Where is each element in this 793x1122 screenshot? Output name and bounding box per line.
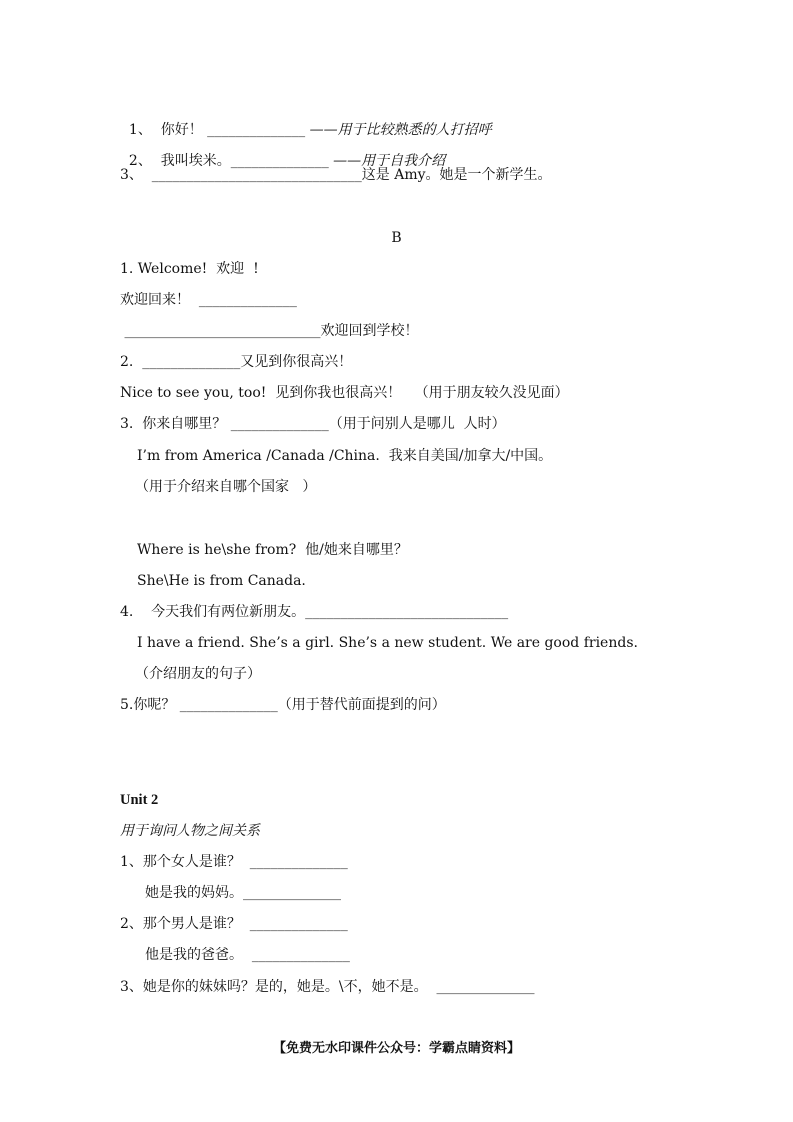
b-line-4: 2. ______________又见到你很高兴！ [120,354,353,370]
a-line-2-text: 2、 我叫埃米。______________ [128,153,334,169]
b-line-13: （介绍朋友的句子） [135,666,261,682]
unit2-line-1: 1、那个女人是谁？ ______________ [120,854,348,870]
b-line-6: 3. 你来自哪里？ ______________（用于问别人是哪儿 人时） [120,416,506,432]
unit2-line-5: 3、她是你的妹妹吗？是的，她是。\不，她不是。 ______________ [120,979,535,995]
unit2-title: Unit 2 [120,792,159,808]
a-line-3: 3、 ______________________________这是 Amy。她是一个新学生。 [120,167,552,183]
b-line-12: I have a friend. She’s a girl. She’s a new student. We are good friends. [137,635,638,651]
b-line-10: She\He is from Canada. [137,573,306,589]
footer-notice: 【免费无水印课件公众号：学霸点睛资料】 [272,1041,520,1056]
b-line-8: （用于介绍来自哪个国家 ） [135,479,317,495]
b-line-11: 4. 今天我们有两位新朋友。_____________________________ [120,604,509,620]
a-line-1-text: 1、 你好！ ______________ [128,122,310,138]
a-line-2 [120,134,445,170]
unit2-line-3: 2、那个男人是谁？ ______________ [120,916,348,932]
a-line-1-note: ——用于比较熟悉的人打招呼 [309,122,492,138]
a-line-2-note: ——用于自我介绍 [333,153,446,169]
b-line-5: Nice to see you, too! 见到你我也很高兴！ （用于朋友较久没见面） [120,385,569,401]
b-line-7: I’m from America /Canada /China. 我来自美国/加拿大/中国。 [137,448,553,464]
unit2-line-2: 她是我的妈妈。______________ [145,885,341,901]
b-line-1: 1. Welcome! 欢迎 ! [120,261,259,277]
unit2-subtitle: 用于询问人物之间关系 [120,823,260,839]
b-line-9: Where is he\she from? 他/她来自哪里？ [137,542,408,558]
b-line-3: ____________________________欢迎回到学校！ [120,323,419,339]
b-line-14: 5.你呢？ ______________（用于替代前面提到的问） [120,697,446,713]
unit2-line-4: 他是我的爸爸。 ______________ [145,947,350,963]
section-b-heading: B [391,230,402,246]
b-line-2: 欢迎回来！ ______________ [120,292,297,308]
